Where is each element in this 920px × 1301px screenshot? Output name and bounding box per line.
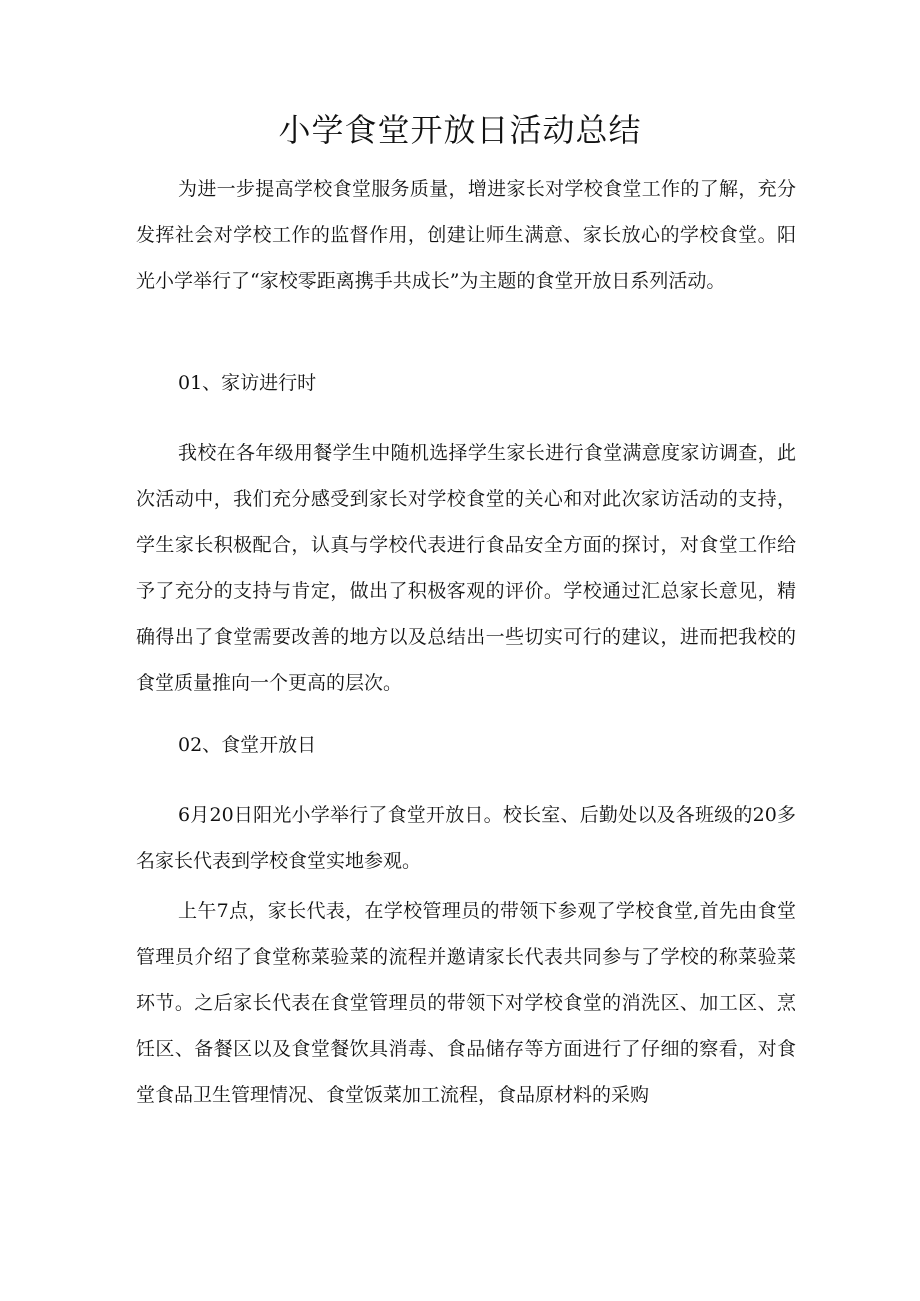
section-heading-open-day: 02、食堂开放日	[178, 734, 317, 756]
open-day-paragraph-1: 6月20日阳光小学举行了食堂开放日。校长室、后勤处以及各班级的20多名家长代表到学校食堂实地参观。	[136, 804, 796, 872]
home-visit-paragraph: 我校在各年级用餐学生中随机选择学生家长进行食堂满意度家访调查，此次活动中，我们充分感受到家长对学校食堂的关心和对此次家访活动的支持，学生家长积极配合，认真与学校代表进行食品安全方面的探讨，对食堂工作给予了充分的支持与肯定，做出了积极客观的评价。学校通过汇总家长意见，精确得出了食堂需要改善的地方以及总结出一些切实可行的建议，进而把我校的食堂质量推向一个更高的层次。	[136, 442, 796, 694]
document-title: 小学食堂开放日活动总结	[278, 111, 642, 149]
section-heading-home-visit: 01、家访进行时	[178, 372, 317, 394]
open-day-paragraph-2: 上午7点，家长代表，在学校管理员的带领下参观了学校食堂,首先由食堂管理员介绍了食堂称菜验菜的流程并邀请家长代表共同参与了学校的称菜验菜环节。之后家长代表在食堂管理员的带领下对学校食堂的消洗区、加工区、烹饪区、备餐区以及食堂餐饮具消毒、食品储存等方面进行了仔细的察看，对食堂食品卫生管理情况、食堂饭菜加工流程，食品原材料的采购	[136, 900, 796, 1106]
intro-paragraph: 为进一步提高学校食堂服务质量，增进家长对学校食堂工作的了解，充分发挥社会对学校工作的监督作用，创建让师生满意、家长放心的学校食堂。阳光小学举行了“家校零距离携手共成长”为主题的食堂开放日系列活动。	[136, 178, 796, 292]
